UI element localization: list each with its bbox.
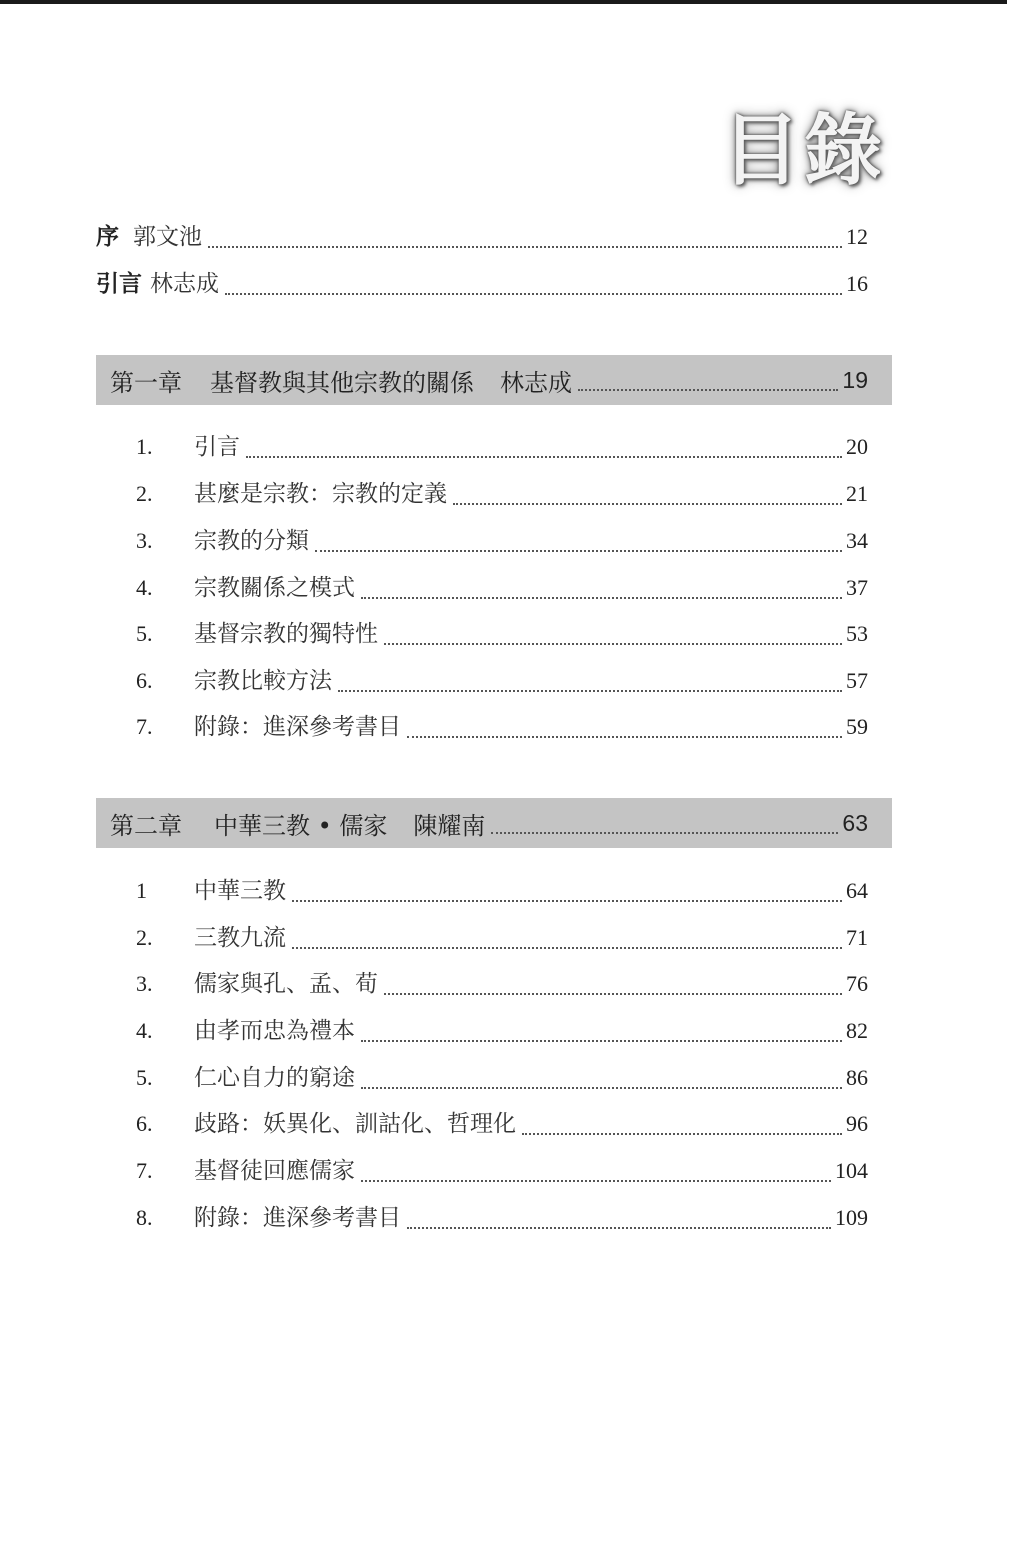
section-number: 1. (136, 434, 153, 459)
dot-leader (522, 1132, 842, 1135)
page-number: 59 (846, 714, 868, 739)
section-title: 宗教的分類 (194, 528, 309, 554)
page-number: 82 (846, 1018, 868, 1043)
chapter-author: 林志成 (500, 368, 572, 397)
section-number: 5. (136, 1065, 153, 1090)
section-title: 甚麼是宗教：宗教的定義 (194, 481, 447, 507)
chapter-title: 中華三教 • 儒家 (214, 811, 388, 840)
section-title: 基督宗教的獨特性 (194, 621, 378, 647)
page-number: 34 (846, 528, 868, 553)
page-number: 109 (835, 1205, 868, 1230)
dot-leader (407, 735, 842, 738)
chapter-title: 基督教與其他宗教的關係 (210, 368, 474, 397)
dot-leader (208, 245, 842, 248)
section-title: 三教九流 (194, 925, 286, 951)
dot-leader (292, 899, 842, 902)
toc-section[interactable] (136, 1058, 868, 1098)
page-number: 57 (846, 668, 868, 693)
dot-leader (225, 292, 842, 295)
section-number: 1 (136, 878, 147, 903)
section-title: 引言 (194, 434, 240, 460)
section-title: 仁心自力的窮途 (194, 1065, 355, 1091)
toc-section[interactable] (136, 521, 868, 561)
toc-section[interactable] (136, 1198, 868, 1238)
chapter-number: 第二章 (110, 811, 182, 840)
section-title: 基督徒回應儒家 (194, 1158, 355, 1184)
section-title: 儒家與孔、孟、荀 (194, 971, 378, 997)
section-title: 歧路：妖異化、訓詁化、哲理化 (194, 1111, 516, 1137)
top-edge-bar (0, 0, 1007, 4)
page-number: 86 (846, 1065, 868, 1090)
dot-leader (407, 1226, 831, 1229)
section-title: 宗教比較方法 (194, 668, 332, 694)
section-title: 附錄：進深參考書目 (194, 714, 401, 740)
page-number: 53 (846, 621, 868, 646)
dot-leader (578, 388, 838, 391)
toc-section[interactable] (136, 1011, 868, 1051)
dot-leader (361, 1039, 842, 1042)
entry-author: 林志成 (150, 271, 219, 297)
section-number: 7. (136, 714, 153, 739)
page-number: 37 (846, 575, 868, 600)
toc-section[interactable] (136, 1151, 868, 1191)
toc-section[interactable] (136, 1104, 868, 1144)
chapter-author: 陳耀南 (413, 811, 486, 840)
section-title: 中華三教 (194, 878, 286, 904)
page-number: 104 (835, 1158, 868, 1183)
section-number: 4. (136, 575, 153, 600)
toc-section[interactable] (136, 474, 868, 514)
entry-label: 引言 (96, 271, 142, 297)
section-number: 6. (136, 1111, 153, 1136)
toc-section[interactable] (136, 964, 868, 1004)
toc-entry-preface[interactable] (96, 217, 868, 257)
section-number: 5. (136, 621, 153, 646)
toc-section[interactable] (136, 427, 868, 467)
page-number: 12 (846, 224, 868, 249)
section-number: 3. (136, 971, 153, 996)
dot-leader (292, 946, 842, 949)
section-number: 2. (136, 481, 153, 506)
toc-section[interactable] (136, 707, 868, 747)
dot-leader (384, 642, 842, 645)
entry-label: 序 (96, 224, 119, 250)
page-number: 71 (846, 925, 868, 950)
section-title: 附錄：進深參考書目 (194, 1205, 401, 1231)
dot-leader (361, 1179, 831, 1182)
page-number: 63 (842, 809, 868, 836)
dot-leader (491, 831, 838, 834)
section-number: 6. (136, 668, 153, 693)
page-title: 目錄 (721, 106, 886, 196)
dot-leader (384, 992, 842, 995)
toc-section[interactable] (136, 661, 868, 701)
section-title: 由孝而忠為禮本 (194, 1018, 355, 1044)
section-title: 宗教關係之模式 (194, 575, 355, 601)
section-number: 4. (136, 1018, 153, 1043)
page-number: 16 (846, 271, 868, 296)
section-number: 3. (136, 528, 153, 553)
page-number: 64 (846, 878, 868, 903)
dot-leader (315, 549, 842, 552)
page-number: 96 (846, 1111, 868, 1136)
chapter-heading-2[interactable] (96, 798, 892, 848)
dot-leader (338, 689, 842, 692)
page-number: 20 (846, 434, 868, 459)
chapter-heading-1[interactable] (96, 355, 892, 405)
toc-section[interactable] (136, 918, 868, 958)
section-number: 8. (136, 1205, 153, 1230)
toc-section[interactable] (136, 614, 868, 654)
toc-section[interactable] (136, 568, 868, 608)
toc-entry-introduction[interactable] (96, 264, 868, 304)
section-number: 2. (136, 925, 153, 950)
dot-leader (453, 502, 842, 505)
page-number: 76 (846, 971, 868, 996)
entry-author: 郭文池 (133, 224, 202, 250)
dot-leader (246, 455, 842, 458)
section-number: 7. (136, 1158, 153, 1183)
page-number: 19 (842, 366, 868, 393)
dot-leader (361, 596, 842, 599)
page-number: 21 (846, 481, 868, 506)
toc-section[interactable] (136, 871, 868, 911)
dot-leader (361, 1086, 842, 1089)
chapter-number: 第一章 (110, 368, 182, 397)
